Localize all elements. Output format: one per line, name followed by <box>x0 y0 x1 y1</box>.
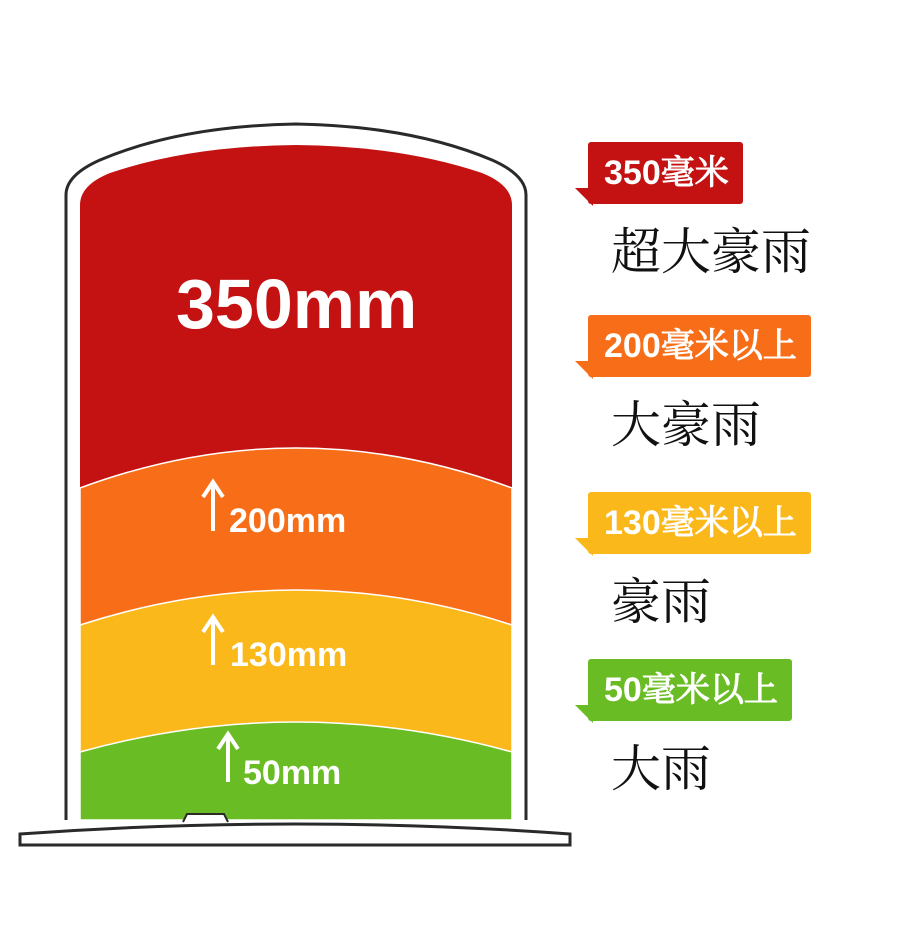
legend-desc: 超大豪雨 <box>611 223 811 281</box>
band-350-label: 350mm <box>176 265 418 343</box>
gauge-base <box>20 824 570 845</box>
legend-badge: 50毫米以上 <box>588 659 792 721</box>
legend-desc: 大豪雨 <box>611 396 761 454</box>
legend-badge: 130毫米以上 <box>588 492 811 554</box>
legend-desc: 豪雨 <box>611 573 711 631</box>
legend-badge: 350毫米 <box>588 142 743 204</box>
gauge-base-knob <box>183 814 228 822</box>
legend-badge: 200毫米以上 <box>588 315 811 377</box>
band-200-label: 200mm <box>229 502 347 540</box>
band-130-label: 130mm <box>230 636 348 674</box>
band-50-label: 50mm <box>243 754 342 792</box>
legend-desc: 大雨 <box>611 740 711 798</box>
